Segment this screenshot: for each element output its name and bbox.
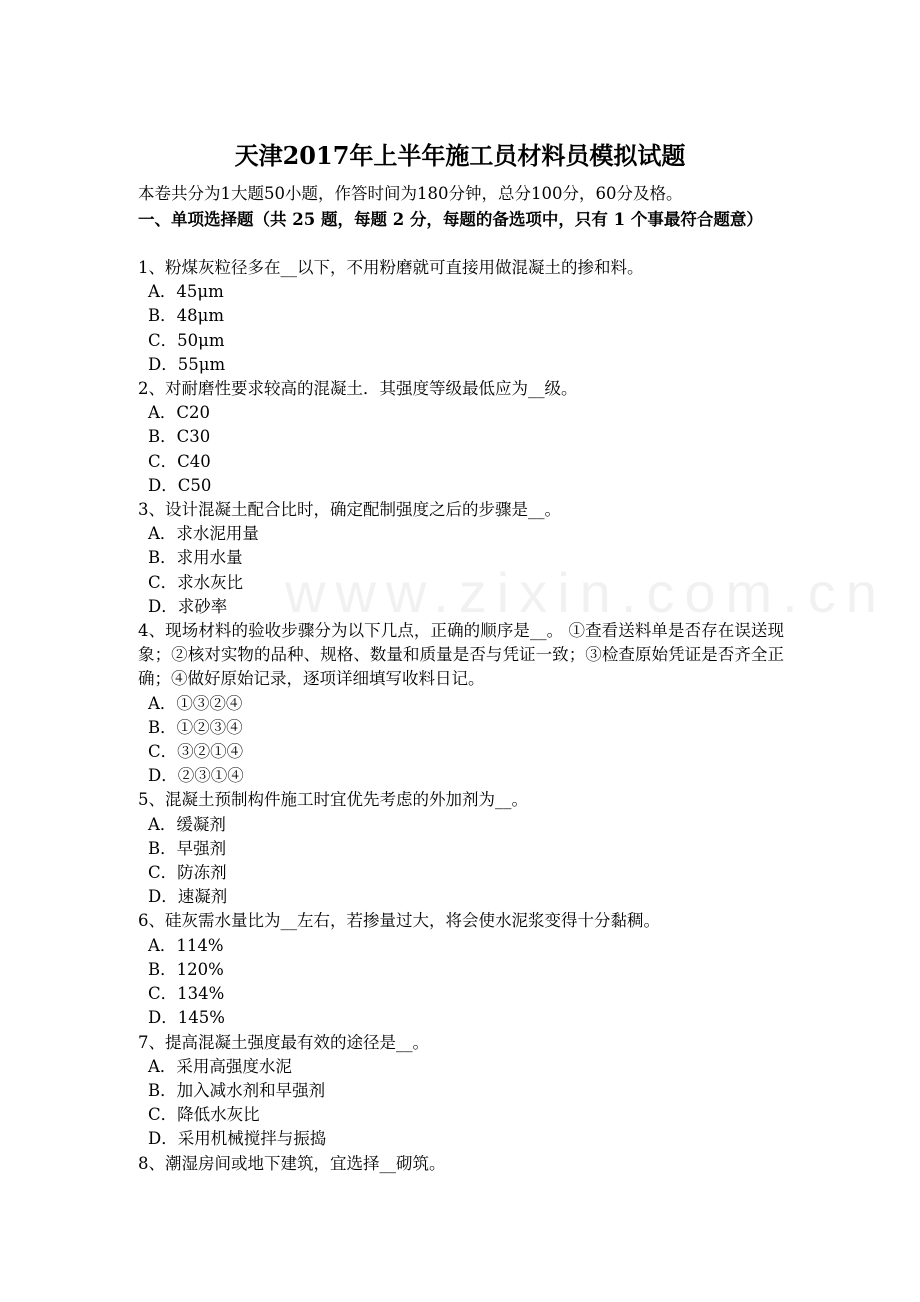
answer-option: C．C40: [148, 451, 211, 471]
question-list: [138, 256, 784, 1176]
answer-option: B．早强剂: [148, 838, 227, 858]
answer-option: D．采用机械搅拌与振捣: [148, 1129, 327, 1149]
question-stem: 8、潮湿房间或地下建筑，宜选择__砌筑。: [138, 1153, 446, 1173]
answer-option: C．求水灰比: [148, 572, 244, 592]
question-item: [138, 619, 784, 788]
answer-option: A．求水泥用量: [148, 524, 259, 544]
question-stem: 5、混凝土预制构件施工时宜优先考虑的外加剂为__。: [138, 790, 528, 810]
question-stem: 3、设计混凝土配合比时，确定配制强度之后的步骤是__。: [138, 500, 561, 520]
answer-option: D．求砂率: [148, 596, 228, 616]
question-stem: 2、对耐磨性要求较高的混凝土．其强度等级最低应为__级。: [138, 379, 578, 399]
answer-option: B．加入减水剂和早强剂: [148, 1080, 326, 1100]
question-item: [138, 498, 784, 619]
answer-option: A．①③②④: [148, 693, 243, 713]
watermark: www.zixin.com.cn: [285, 561, 887, 624]
answer-option: A．采用高强度水泥: [148, 1056, 292, 1076]
question-stem: 1、粉煤灰粒径多在__以下，不用粉磨就可直接用做混凝土的掺和料。: [138, 258, 644, 277]
question-item: [138, 377, 784, 498]
answer-option: C．降低水灰比: [148, 1105, 260, 1125]
answer-option: D．145%: [148, 1008, 225, 1028]
answer-option: D．C50: [148, 475, 212, 495]
answer-option: C．134%: [148, 984, 225, 1004]
question-stem: 4、现场材料的验收步骤分为以下几点，正确的顺序是__。 ①查看送料单是否存在误送现象；②核对实物的品种、规格、数量和质量是否与凭证一致；③检查原始凭证是否齐全正确；④做好原始记录，逐项详细填写收料日记。: [138, 621, 784, 689]
answer-option: D．55μm: [148, 354, 226, 374]
answer-option: B．C30: [148, 427, 211, 447]
question-item: [138, 788, 784, 909]
question-item: [138, 256, 784, 377]
answer-option: A．45μm: [148, 282, 224, 302]
answer-option: B．①②③④: [148, 717, 243, 737]
question-item: [138, 909, 784, 1030]
answer-option: A．缓凝剂: [148, 814, 226, 834]
answer-option: A．114%: [148, 935, 224, 955]
answer-option: C．防冻剂: [148, 863, 227, 883]
answer-option: B．48μm: [148, 306, 224, 326]
question-stem: 7、提高混凝土强度最有效的途径是__。: [138, 1032, 429, 1052]
answer-option: D．速凝剂: [148, 887, 228, 907]
exam-intro: 本卷共分为1大题50小题，作答时间为180分钟，总分100分，60分及格。: [138, 184, 683, 203]
answer-option: C．③②①④: [148, 742, 244, 762]
answer-option: C．50μm: [148, 330, 225, 350]
answer-option: B．求用水量: [148, 548, 243, 568]
question-stem: 6、硅灰需水量比为__左右，若掺量过大，将会使水泥浆变得十分黏稠。: [138, 911, 660, 931]
question-item: [138, 1152, 784, 1176]
question-item: [138, 1031, 784, 1152]
document-title: 天津2017年上半年施工员材料员模拟试题: [234, 141, 686, 170]
answer-option: B．120%: [148, 959, 224, 979]
section-heading: 一、单项选择题（共 25 题，每题 2 分，每题的备选项中，只有 1 个事最符合题意）: [138, 210, 763, 229]
answer-option: A．C20: [148, 403, 211, 423]
answer-option: D．②③①④: [148, 766, 244, 786]
